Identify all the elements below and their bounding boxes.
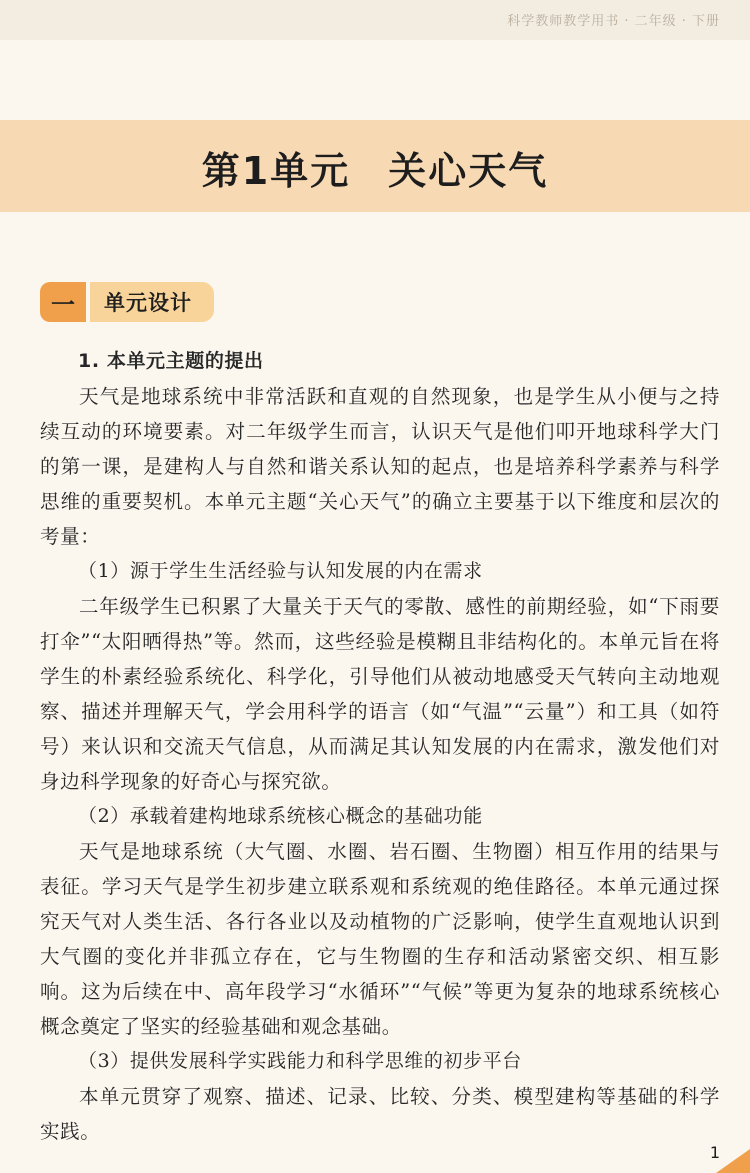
corner-tab	[716, 1149, 750, 1173]
top-strip	[0, 0, 750, 40]
paragraph-experience: 二年级学生已积累了大量关于天气的零散、感性的前期经验，如“下雨要打伞”“太阳晒得热”等。然而，这些经验是模糊且非结构化的。本单元旨在将学生的朴素经验系统化、科学化，引导他们从被动地感受天气转向主动地观察、描述并理解天气，学会用科学的语言（如“气温”“云量”）和工具（如符号）来认识和交流天气信息，从而满足其认知发展的内在需求，激发他们对身边科学现象的好奇心与探究欲。	[40, 595, 720, 793]
subheading-3: （3）提供发展科学实践能力和科学思维的初步平台	[78, 1050, 522, 1072]
unit-title	[0, 140, 750, 195]
section-number: 一	[40, 282, 86, 322]
unit-name: 关心天气	[388, 149, 549, 193]
body-content	[40, 344, 720, 1149]
running-head: 科学教师教学用书 · 二年级 · 下册	[507, 14, 720, 29]
paragraph-earth-system: 天气是地球系统（大气圈、水圈、岩石圈、生物圈）相互作用的结果与表征。学习天气是学生初步建立联系观和系统观的绝佳路径。本单元通过探究天气对人类生活、各行各业以及动植物的广泛影响，使学生直观地认识到大气圈的变化并非孤立存在，它与生物圈的生存和活动紧密交织、相互影响。这为后续在中、高年段学习“水循环”“气候”等更为复杂的地球系统核心概念奠定了坚实的经验基础和观念基础。	[40, 840, 720, 1038]
section-badge	[40, 282, 214, 322]
page-number: 1	[709, 1143, 720, 1162]
unit-number: 第1单元	[201, 149, 351, 193]
heading-theme: 1. 本单元主题的提出	[78, 350, 264, 372]
paragraph-intro: 天气是地球系统中非常活跃和直观的自然现象，也是学生从小便与之持续互动的环境要素。对二年级学生而言，认识天气是他们叩开地球科学大门的第一课，是建构人与自然和谐关系认知的起点，也是培养科学素养与科学思维的重要契机。本单元主题“关心天气”的确立主要基于以下维度和层次的考量：	[40, 385, 720, 548]
subheading-1: （1）源于学生生活经验与认知发展的内在需求	[78, 560, 483, 582]
subheading-2: （2）承载着建构地球系统核心概念的基础功能	[78, 805, 483, 827]
section-label: 单元设计	[90, 282, 214, 322]
paragraph-practice: 本单元贯穿了观察、描述、记录、比较、分类、模型建构等基础的科学实践。	[40, 1085, 720, 1143]
